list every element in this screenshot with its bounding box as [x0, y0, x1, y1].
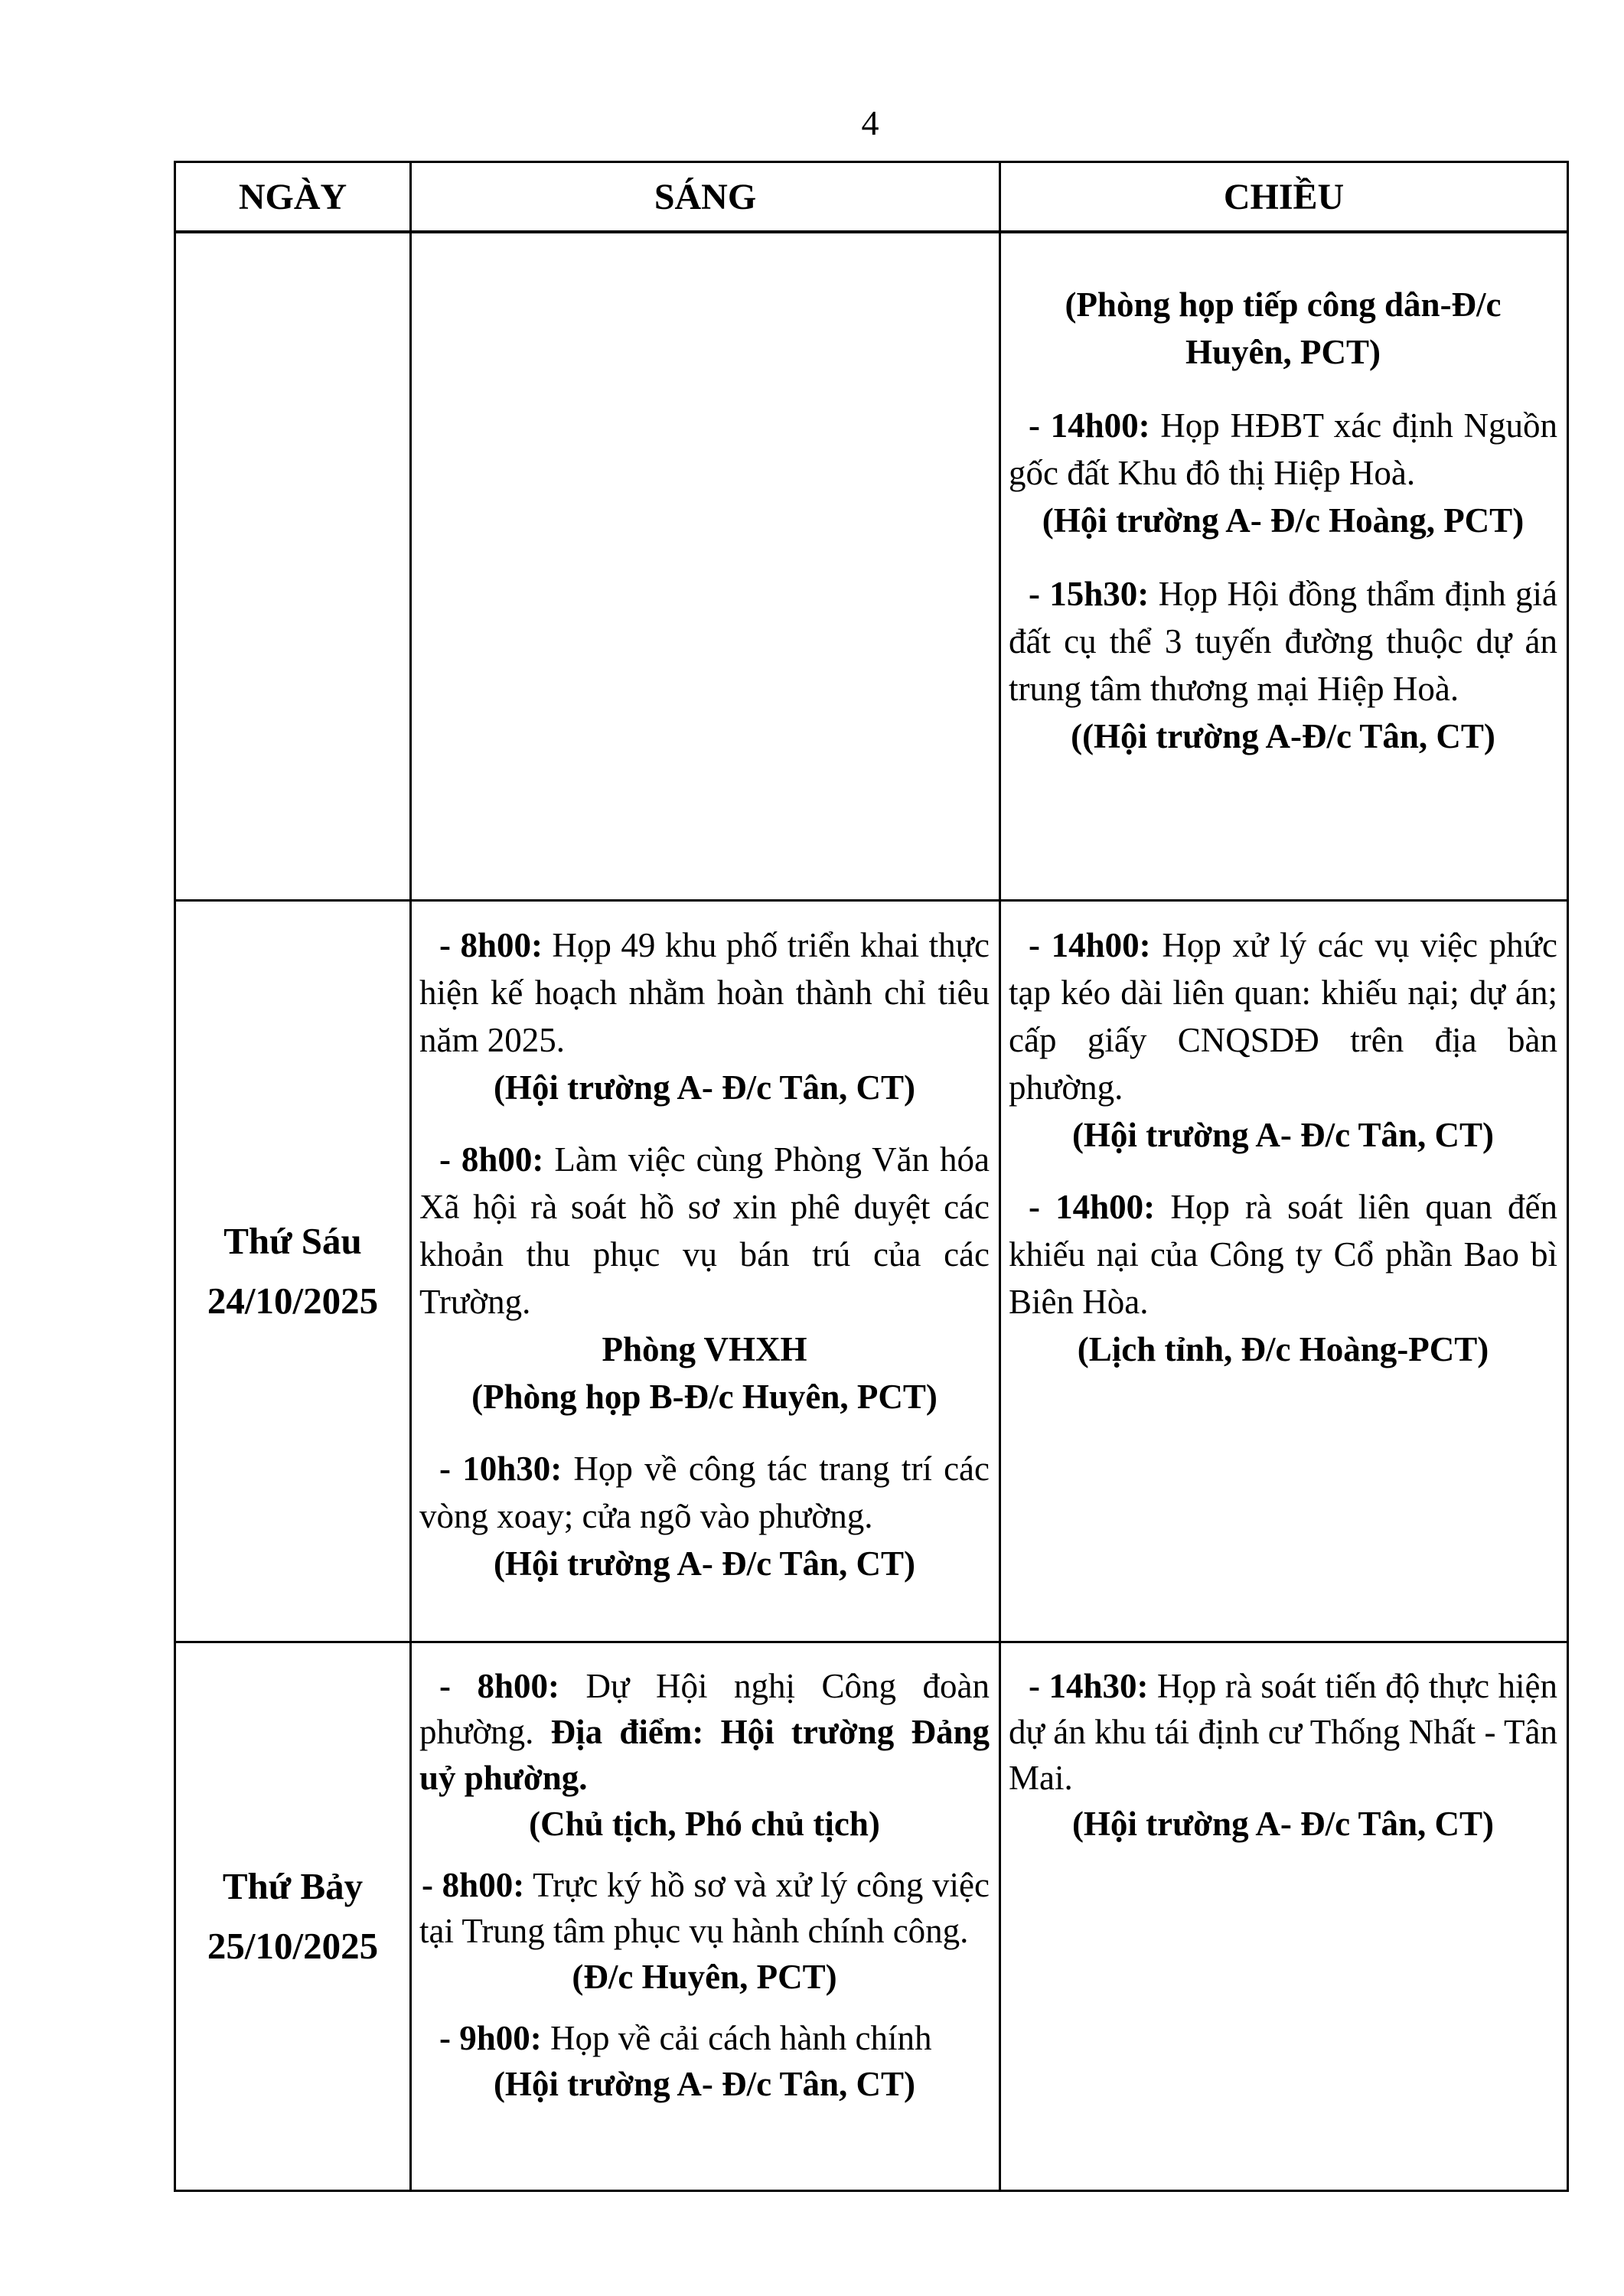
event-location: (Phòng họp tiếp công dân-Đ/c Huyên, PCT): [1065, 285, 1502, 371]
schedule-row-continuation: [175, 232, 1568, 901]
event-time: - 10h30:: [439, 1450, 563, 1488]
event-time: - 15h30:: [1029, 575, 1150, 613]
event-time: - 9h00:: [439, 2019, 542, 2057]
event-location: (Đ/c Huyên, PCT): [572, 1958, 837, 1996]
event-text: Dự Hội nghị Công đoàn phường.: [419, 1667, 990, 1751]
event-text: Họp về cải cách hành chính: [541, 2019, 932, 2057]
event-location: (Hội trường A- Đ/c Tân, CT): [493, 1544, 916, 1583]
event-bold-text: Địa điểm: Hội trường Đảng uỷ phường.: [419, 1713, 990, 1797]
event-paragraph: [419, 1862, 990, 1954]
event-paragraph: [419, 1445, 990, 1540]
event-paragraph: [419, 1663, 990, 1801]
event-text: Họp rà soát tiến độ thực hiện dự án khu tái định cư Thống Nhất - Tân Mai.: [1009, 1667, 1557, 1797]
event-location: (Hội trường A- Đ/c Hoàng, PCT): [1042, 501, 1525, 540]
day-name: Thứ Bảy: [222, 1865, 364, 1907]
event-text: Làm việc cùng Phòng Văn hóa Xã hội rà soát hồ sơ xin phê duyệt các khoản thu phục vụ bán trú của các Trường.: [419, 1140, 990, 1321]
event-paragraph: [419, 921, 990, 1064]
event-location: ((Hội trường A-Đ/c Tân, CT): [1071, 717, 1495, 755]
event-text: Họp về công tác trang trí các vòng xoay; cửa ngõ vào phường.: [419, 1450, 990, 1535]
event-text: Họp xử lý các vụ việc phức tạp kéo dài liên quan: khiếu nại; dự án; cấp giấy CNQSDĐ trên địa bàn phường.: [1009, 926, 1557, 1107]
event-time: - 8h00:: [422, 1866, 525, 1904]
event-paragraph: [1009, 921, 1557, 1111]
event-text: Trực ký hồ sơ và xử lý công việc tại Trung tâm phục vụ hành chính công.: [419, 1866, 990, 1950]
event-paragraph: [1009, 402, 1557, 497]
event-time: - 14h30:: [1029, 1667, 1149, 1705]
event-paragraph: [1009, 1663, 1557, 1801]
event-location: (Lịch tỉnh, Đ/c Hoàng-PCT): [1077, 1330, 1489, 1368]
event-location: (Chủ tịch, Phó chủ tịch): [529, 1805, 880, 1843]
day-cell: [175, 232, 411, 901]
page-number: 4: [861, 103, 879, 142]
day-date: 25/10/2025: [207, 1925, 379, 1967]
schedule-table: [174, 161, 1569, 2192]
event-text: Họp HĐBT xác định Nguồn gốc đất Khu đô thị Hiệp Hoà.: [1009, 406, 1558, 492]
schedule-row-saturday: [175, 1642, 1568, 2191]
event-time: - 14h00:: [1029, 926, 1151, 964]
event-location: (Hội trường A- Đ/c Tân, CT): [1071, 1805, 1495, 1843]
event-location: (Hội trường A- Đ/c Tân, CT): [493, 1068, 916, 1107]
afternoon-cell: [1000, 1642, 1568, 2191]
event-text: Họp 49 khu phố triển khai thực hiện kế hoạch nhằm hoàn thành chỉ tiêu năm 2025.: [419, 926, 990, 1059]
header-row: [175, 162, 1568, 233]
event-paragraph: [419, 2015, 990, 2061]
afternoon-cell: [1000, 232, 1568, 901]
afternoon-cell: [1000, 901, 1568, 1642]
event-time: - 8h00:: [439, 1667, 560, 1705]
event-text: Họp rà soát liên quan đến khiếu nại của Công ty Cổ phần Bao bì Biên Hòa.: [1009, 1188, 1558, 1321]
event-text: Họp Hội đồng thẩm định giá đất cụ thể 3 tuyến đường thuộc dự án trung tâm thương mại Hiệp Hoà.: [1009, 575, 1557, 708]
day-cell: [175, 901, 411, 1642]
event-time: - 8h00:: [439, 1140, 544, 1179]
event-paragraph: [1009, 1183, 1557, 1326]
event-location: (Phòng họp B-Đ/c Huyên, PCT): [471, 1378, 938, 1416]
day-name: Thứ Sáu: [223, 1220, 362, 1262]
morning-cell: [411, 232, 1000, 901]
event-time: - 14h00:: [1029, 1188, 1156, 1226]
event-time: - 8h00:: [439, 926, 543, 964]
event-paragraph: [419, 1136, 990, 1326]
event-location: Phòng VHXH: [602, 1330, 807, 1368]
event-location: (Hội trường A- Đ/c Tân, CT): [1071, 1116, 1495, 1154]
day-cell: [175, 1642, 411, 2191]
morning-cell: [411, 1642, 1000, 2191]
day-date: 24/10/2025: [207, 1280, 379, 1322]
event-time: - 14h00:: [1029, 406, 1150, 445]
column-header-sang: SÁNG: [411, 162, 1000, 233]
column-header-ngay: NGÀY: [175, 162, 411, 233]
morning-cell: [411, 901, 1000, 1642]
event-paragraph: [1009, 570, 1557, 713]
schedule-row-friday: [175, 901, 1568, 1642]
column-header-chieu: CHIỀU: [1000, 162, 1568, 233]
event-location: (Hội trường A- Đ/c Tân, CT): [493, 2065, 916, 2103]
